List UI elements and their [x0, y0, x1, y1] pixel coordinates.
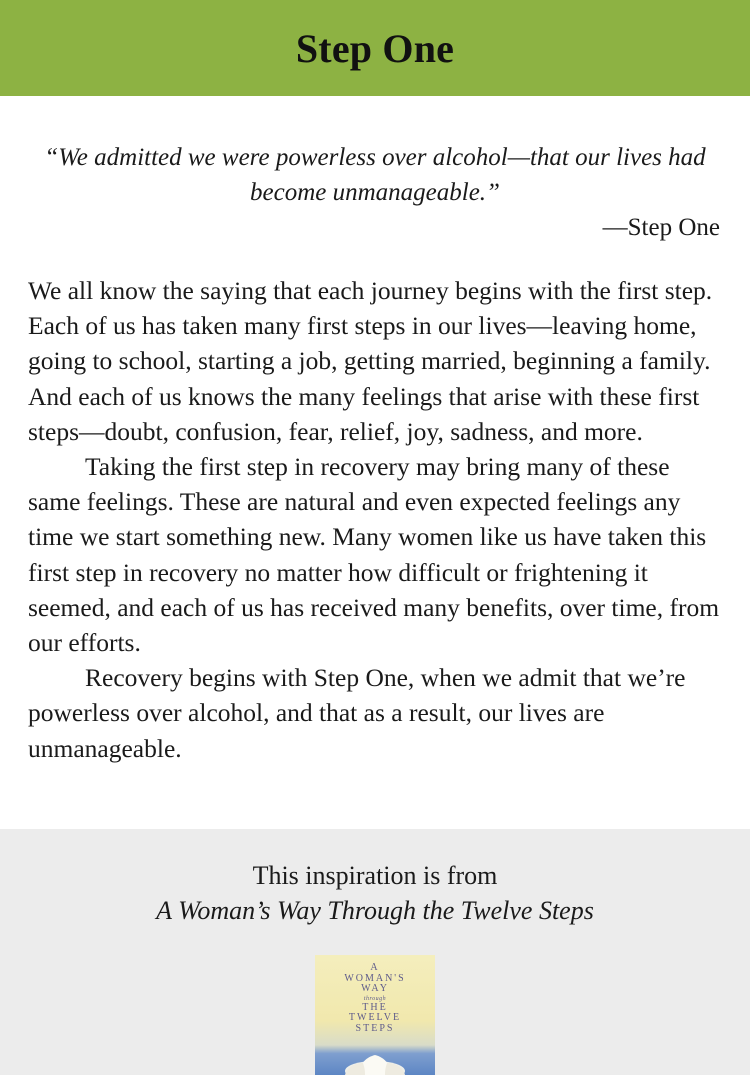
book-cover-image[interactable] — [315, 955, 435, 1075]
book-title-link[interactable]: A Woman’s Way Through the Twelve Steps — [156, 896, 594, 925]
cover-line: THE — [362, 1001, 388, 1013]
cover-line: STEPS — [355, 1022, 395, 1034]
paragraph-1: We all know the saying that each journey begins with the first step. Each of us has taken many first steps in our lives—leaving home, going to school, starting a job, getting married, beginning a family. And each of us knows the many feelings that arise with these first steps—doubt, confusion, fear, relief, joy, sadness, and more. — [28, 276, 713, 446]
cover-line: WAY — [361, 983, 389, 994]
paragraph-2: Taking the first step in recovery may bring many of these same feelings. These are natural and even expected feelings any time we start something new. Many women like us have taken this first step in recovery no matter how difficult or frightening it seemed, and each of us has received many benefits, over time, from our efforts. — [28, 452, 720, 658]
cover-line: WOMAN'S — [344, 972, 406, 984]
cover-line: A — [370, 962, 380, 973]
paragraph-3: Recovery begins with Step One, when we admit that we’re powerless over alcohol, and that as a result, our lives are unmanageable. — [28, 663, 686, 763]
epigraph-quote: “We admitted we were powerless over alcohol—that our lives had become unmanageable.” — [44, 144, 706, 206]
book-cover-title — [315, 963, 435, 1034]
lotus-flower-icon — [315, 1041, 435, 1075]
page-header — [0, 0, 750, 96]
cover-line: through — [363, 995, 387, 1002]
main-content — [0, 140, 750, 766]
cover-line: TWELVE — [348, 1012, 402, 1023]
body-text — [28, 273, 722, 766]
source-intro: This inspiration is from — [252, 861, 498, 890]
source-footer — [0, 829, 750, 1075]
page-title: Step One — [295, 25, 455, 71]
epigraph-attribution: —Step One — [602, 214, 720, 241]
